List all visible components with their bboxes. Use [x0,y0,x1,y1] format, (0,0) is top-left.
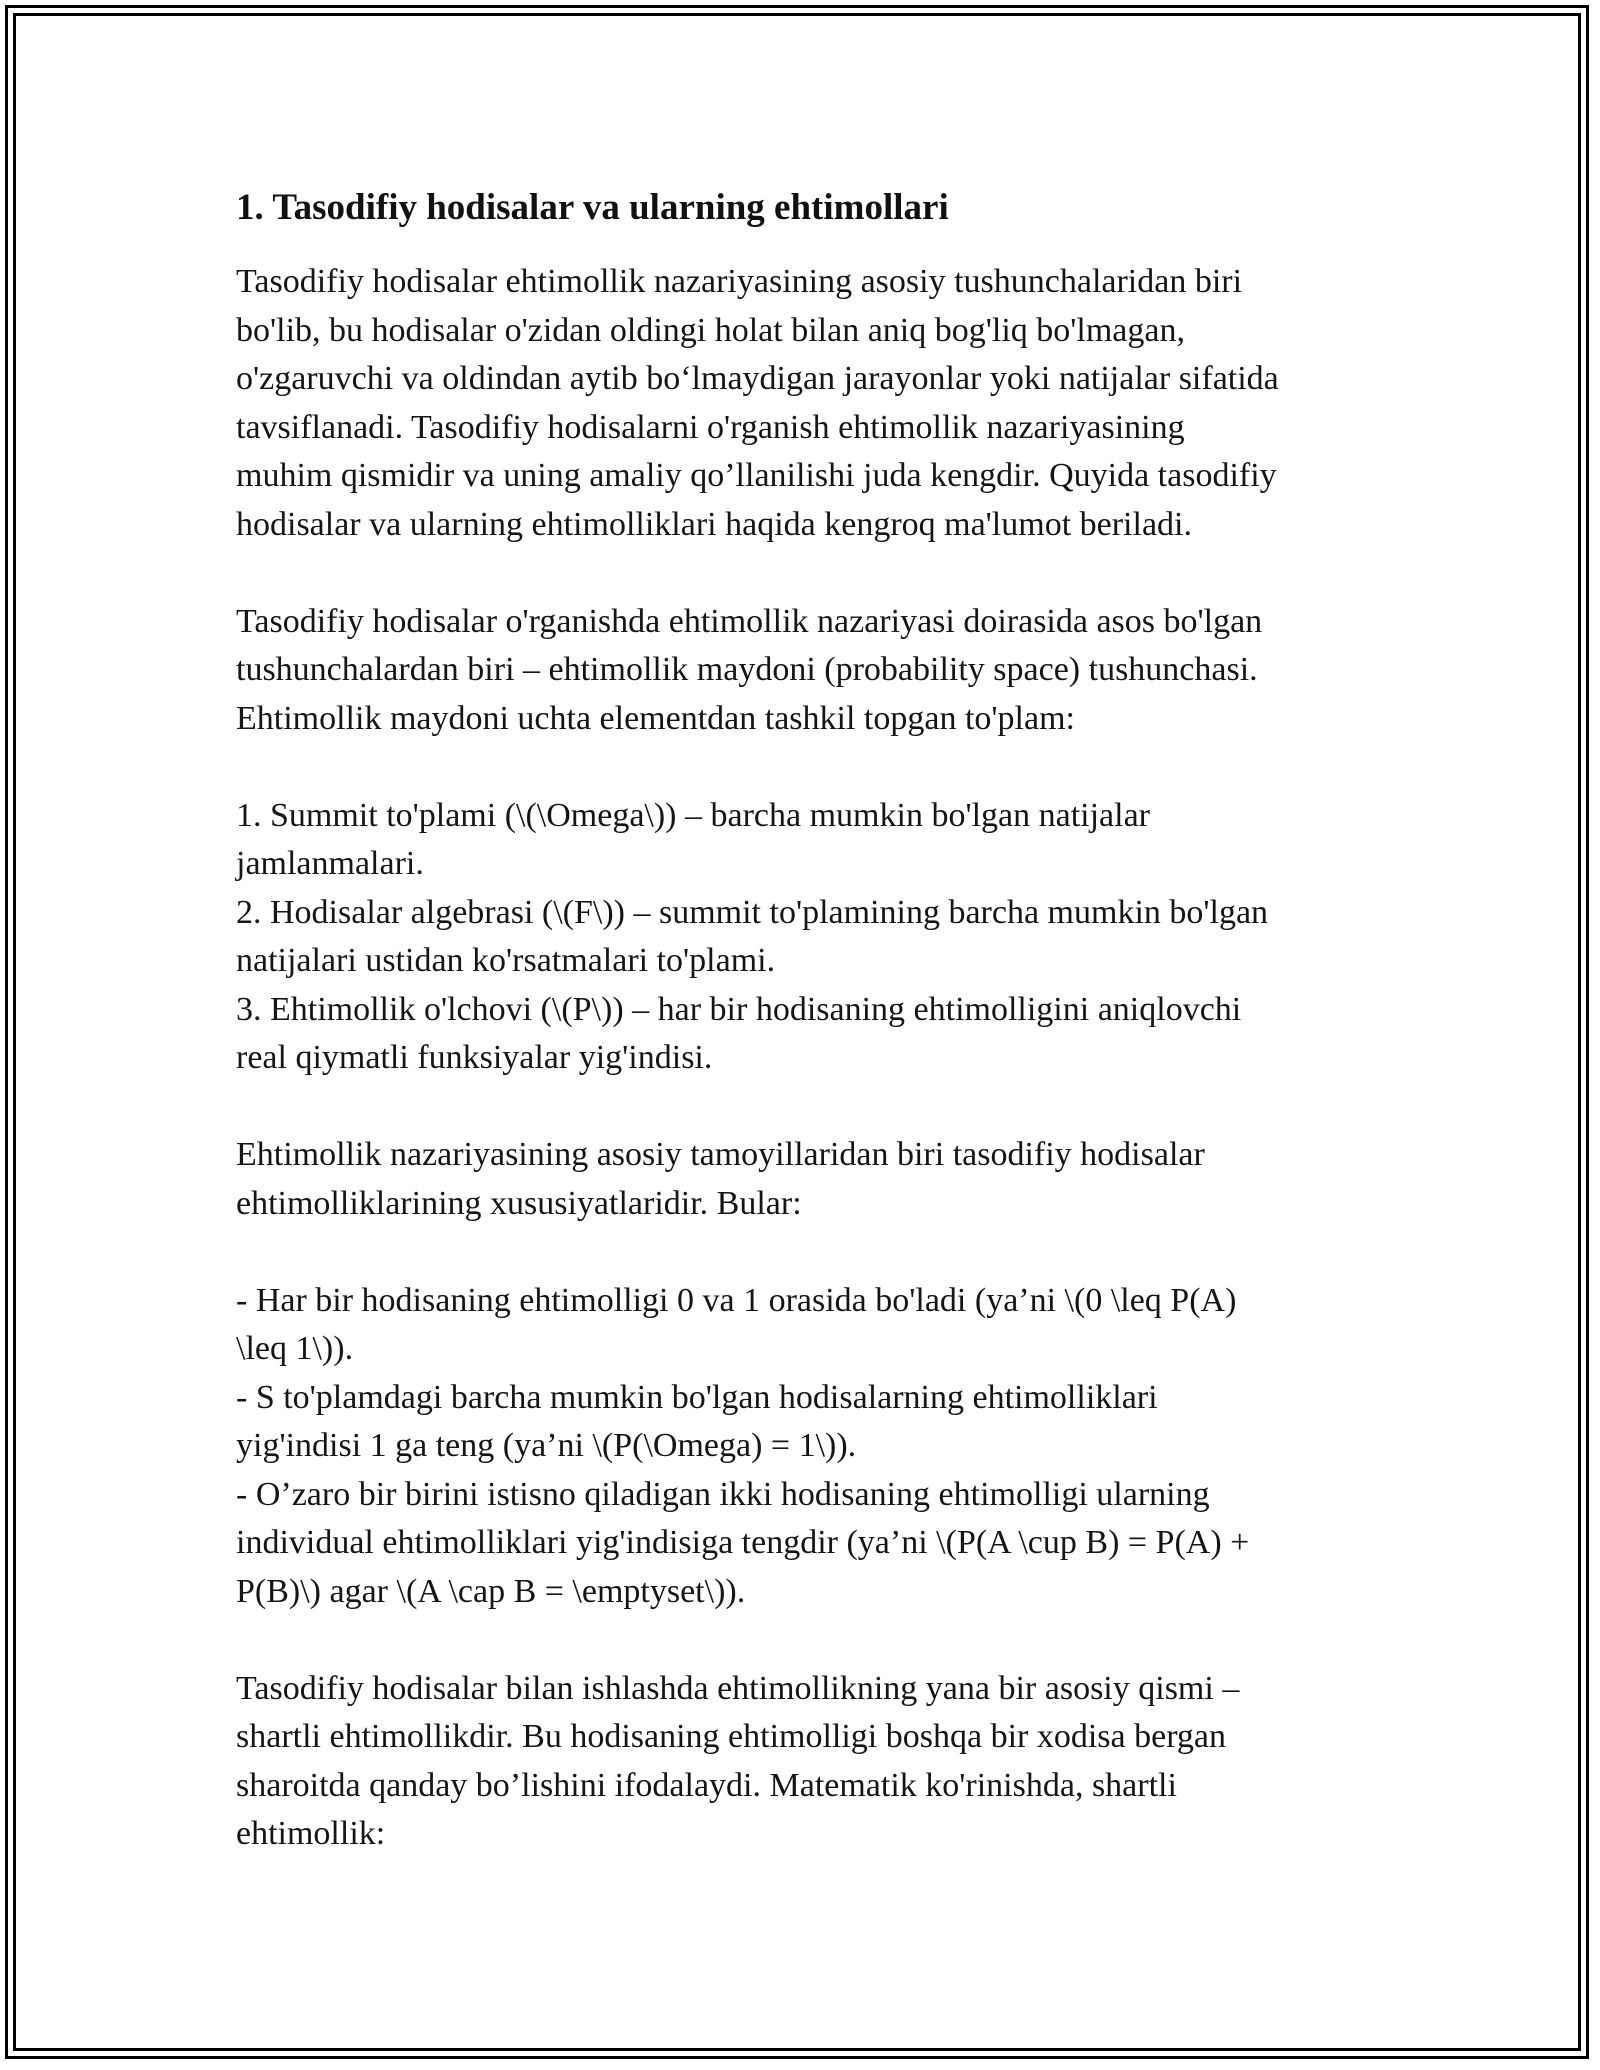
text-line: Tasodifiy hodisalar ehtimollik nazariyasining asosiy tushunchalaridan biri [236,263,1243,300]
list-item: individual ehtimolliklari yig'indisiga tengdir (ya’ni \(P(A \cup B) = P(A) + [236,1524,1250,1561]
list-item: \leq 1\)). [236,1330,354,1367]
list-item: - S to'plamdagi barcha mumkin bo'lgan hodisalarning ehtimolliklari [236,1378,1158,1416]
paragraph-properties-list [236,1277,1376,1617]
list-item: natijalari ustidan ko'rsatmalari to'plami. [236,942,776,979]
list-item: - O’zaro bir birini istisno qiladigan ikki hodisaning ehtimolligi ularning [236,1475,1210,1513]
text-line: bo'lib, bu hodisalar o'zidan oldingi holat bilan aniq bog'liq bo'lmagan, [236,311,1185,349]
paragraph-probability-space [236,598,1376,744]
document-body [236,184,1376,1907]
list-item: P(B)\) agar \(A \cap B = \emptyset\)). [236,1572,746,1610]
section-heading: 1. Tasodifiy hodisalar va ularning ehtimollari [236,187,949,228]
text-line: Ehtimollik maydoni uchta elementdan tashkil topgan to'plam: [236,699,1075,737]
paragraph-principles-intro [236,1131,1376,1228]
text-line: Tasodifiy hodisalar o'rganishda ehtimollik nazariyasi doirasida asos bo'lgan [236,602,1263,640]
text-line: ehtimollik: [236,1815,386,1852]
paragraph-elements-list [236,792,1376,1083]
paragraph-intro [236,258,1376,549]
text-line: muhim qismidir va uning amaliy qo’llanilishi juda kengdir. Quyida tasodifiy [236,457,1277,494]
text-line: Ehtimollik nazariyasining asosiy tamoyillaridan biri tasodifiy hodisalar [236,1136,1205,1173]
list-item: 1. Summit to'plami (\(\Omega\)) – barcha mumkin bo'lgan natijalar [236,796,1150,834]
text-line: tavsiflanadi. Tasodifiy hodisalarni o'rganish ehtimollik nazariyasining [236,408,1185,446]
text-line: Tasodifiy hodisalar bilan ishlashda ehtimollikning yana bir asosiy qismi – [236,1669,1240,1707]
list-item: 2. Hodisalar algebrasi (\(F\)) – summit to'plamining barcha mumkin bo'lgan [236,893,1269,931]
list-item: - Har bir hodisaning ehtimolligi 0 va 1 orasida bo'ladi (ya’ni \(0 \leq P(A) [236,1281,1237,1319]
text-line: ehtimolliklarining xususiyatlaridir. Bular: [236,1184,802,1222]
text-line: o'zgaruvchi va oldindan aytib bo‘lmaydigan jarayonlar yoki natijalar sifatida [236,360,1279,397]
text-line: hodisalar va ularning ehtimolliklari haqida kengroq ma'lumot beriladi. [236,505,1192,543]
text-line: shartli ehtimollikdir. Bu hodisaning ehtimolligi boshqa bir xodisa bergan [236,1718,1227,1755]
list-item: yig'indisi 1 ga teng (ya’ni \(P(\Omega) = 1\)). [236,1427,857,1464]
text-line: tushunchalardan biri – ehtimollik maydoni (probability space) tushunchasi. [236,651,1258,688]
text-line: sharoitda qanday bo’lishini ifodalaydi. Matematik ko'rinishda, shartli [236,1766,1177,1804]
list-item: real qiymatli funksiyalar yig'indisi. [236,1039,713,1076]
paragraph-conditional-probability [236,1665,1376,1859]
list-item: jamlanmalari. [236,845,424,882]
list-item: 3. Ehtimollik o'lchovi (\(P\)) – har bir hodisaning ehtimolligini aniqlovchi [236,990,1242,1028]
